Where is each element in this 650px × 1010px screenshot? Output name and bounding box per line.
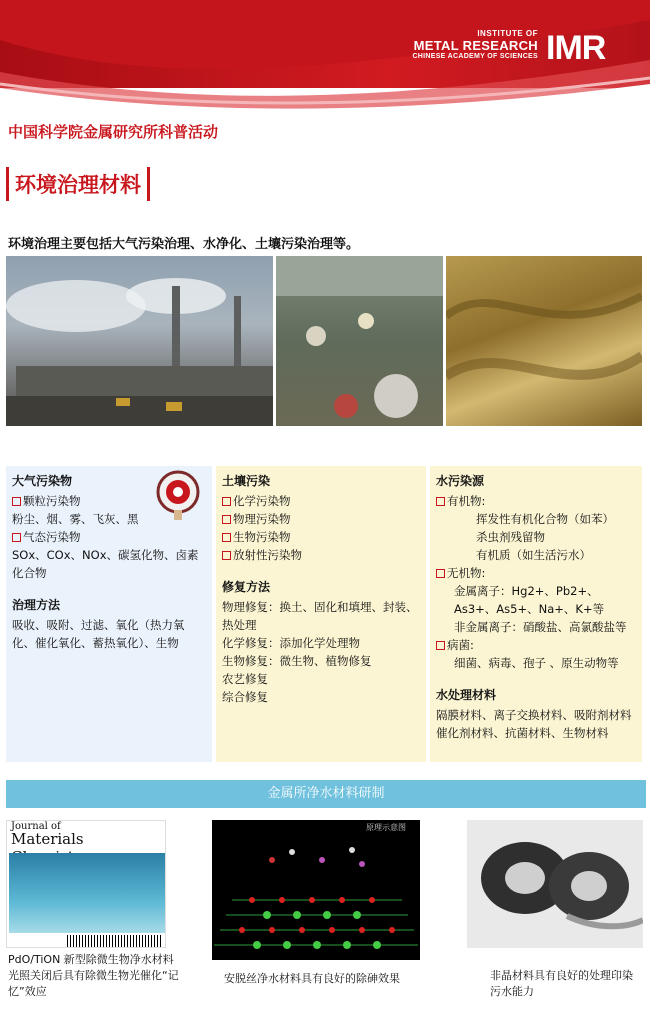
air-gauge-icon — [154, 470, 202, 522]
journal-title-line-1: Journal of — [11, 821, 61, 832]
caption-ribbon: 非晶材料具有良好的处理印染污水能力 — [490, 969, 633, 998]
water-organic-line: 挥发性有机化合物（如苯） — [476, 512, 614, 526]
institute-logo-text — [412, 30, 538, 61]
page-title-block — [6, 166, 150, 202]
checkbox-icon — [222, 497, 231, 506]
checkbox-icon — [12, 533, 21, 542]
ribbon-rings — [467, 820, 643, 948]
water-organic-label: 有机物: — [436, 492, 636, 510]
water-germ-label: 病菌: — [436, 636, 636, 654]
soil-panel — [216, 466, 426, 762]
journal-cover-art — [9, 853, 165, 933]
journal-cover-image — [6, 820, 166, 948]
air-panel — [6, 466, 212, 762]
soil-repair-line: 化学修复：添加化学处理物 — [222, 636, 360, 650]
soil-item: 物理污染物 — [222, 510, 420, 528]
logo-line-2: METAL RESEARCH — [413, 37, 538, 53]
air-method-heading: 治理方法 — [12, 598, 61, 612]
activity-subtitle: 中国科学院金属研究所科普活动 — [8, 123, 219, 141]
soil-repair-line: 生物修复：微生物、植物修复 — [222, 654, 372, 668]
water-organic-line: 杀虫剂残留物 — [476, 530, 545, 544]
water-material-line: 隔膜材料、离子交换材料、吸附剂材料 — [436, 708, 632, 722]
soil-item: 化学污染物 — [222, 492, 420, 510]
molecule-caption: 原理示意图 — [366, 823, 406, 832]
water-material-line: 催化剂材料、抗菌材料、生物材料 — [436, 726, 609, 740]
checkbox-icon — [222, 515, 231, 524]
water-germ-line: 细菌、病毒、孢子 、原生动物等 — [454, 656, 619, 670]
water-material-heading: 水处理材料 — [436, 688, 497, 702]
page-title: 环境治理材料 — [15, 173, 141, 197]
logo-line-1: INSTITUTE OF — [477, 29, 538, 38]
amorphous-ribbon-image — [467, 820, 643, 948]
molecule-lattice — [212, 820, 420, 960]
checkbox-icon — [436, 497, 445, 506]
water-pollution-photo — [276, 256, 443, 426]
water-panel — [430, 466, 642, 762]
checkbox-icon — [436, 569, 445, 578]
air-item-1: 颗粒污染物 — [12, 492, 206, 510]
water-inorganic-label: 无机物: — [436, 564, 636, 582]
soil-repair-line: 综合修复 — [222, 690, 268, 704]
checkbox-icon — [12, 497, 21, 506]
soil-repair-heading: 修复方法 — [222, 580, 271, 594]
journal-title-line-2: Materials — [11, 830, 84, 848]
water-heading: 水污染源 — [436, 474, 485, 488]
soil-desert-photo — [446, 256, 642, 426]
soil-heading: 土壤污染 — [222, 474, 271, 488]
pollution-photos — [6, 256, 642, 426]
title-bar-right — [147, 167, 150, 201]
soil-repair-line: 物理修复：换土、固化和填埋、封装、热处理 — [222, 600, 418, 632]
air-item-1-detail: 粉尘、烟、雾、飞灰、黑 — [12, 512, 139, 526]
air-heading: 大气污染物 — [12, 474, 73, 488]
section-band: 金属所净水材料研制 — [6, 780, 646, 808]
air-item-2-detail: SOx、COx、NOx、碳氢化物、卤素化合物 — [12, 548, 199, 580]
soil-item: 生物污染物 — [222, 528, 420, 546]
caption-journal: PdO/TiON 新型除微生物净水材料光照关闭后具有除微生物光催化“记忆”效应 — [8, 953, 179, 998]
caption-molecule: 安脱丝净水材料具有良好的除砷效果 — [224, 972, 400, 985]
checkbox-icon — [222, 533, 231, 542]
air-item-2: 气态污染物 — [12, 528, 206, 546]
water-inorganic-line-2: 非金属离子：硝酸盐、高氯酸盐等 — [454, 620, 627, 634]
water-organic-line: 有机质（如生活污水） — [476, 548, 591, 562]
soil-repair-line: 农艺修复 — [222, 672, 268, 686]
air-pollution-photo — [6, 256, 273, 426]
logo-line-3: CHINESE ACADEMY OF SCIENCES — [412, 53, 538, 61]
checkbox-icon — [436, 641, 445, 650]
air-method-text: 吸收、吸附、过滤、氧化（热力氧化、催化氧化、蓄热氧化）、生物 — [12, 618, 185, 650]
barcode-icon — [67, 935, 163, 947]
imr-logo: IMR — [546, 29, 606, 67]
checkbox-icon — [222, 551, 231, 560]
header-banner — [0, 0, 650, 112]
intro-text: 环境治理主要包括大气污染治理、水净化、土壤污染治理等。 — [8, 237, 360, 252]
soil-item: 放射性污染物 — [222, 546, 420, 564]
info-panels — [6, 466, 642, 762]
molecule-diagram-image — [212, 820, 420, 960]
water-inorganic-line-1: 金属离子：Hg2+、Pb2+、As3+、As5+、Na+、K+等 — [454, 584, 605, 616]
